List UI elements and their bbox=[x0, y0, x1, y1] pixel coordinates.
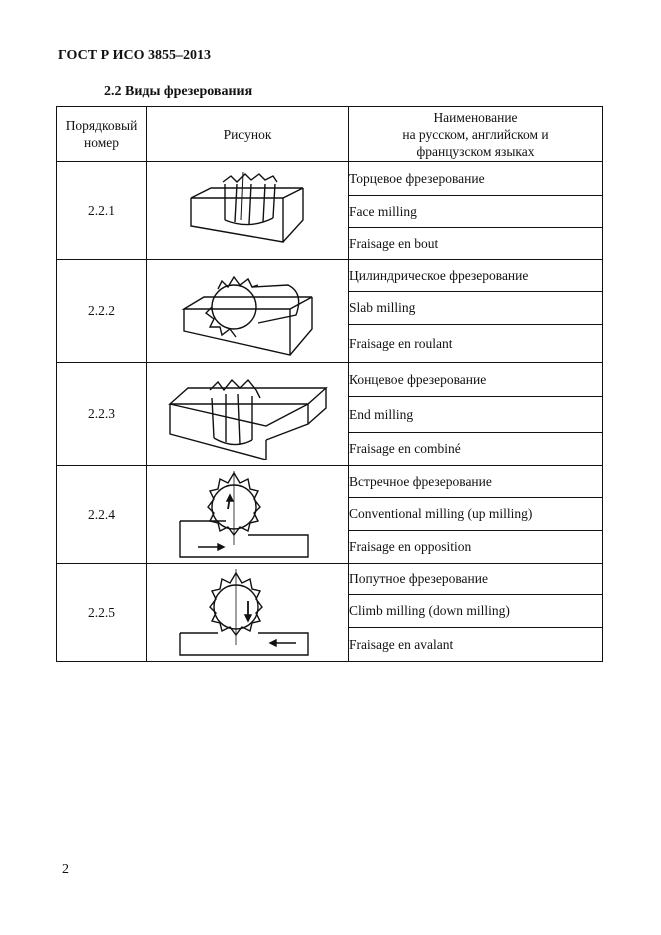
figure-cell bbox=[147, 363, 349, 466]
name-english: End milling bbox=[349, 397, 603, 433]
name-english: Climb milling (down milling) bbox=[349, 595, 603, 628]
header-figure: Рисунок bbox=[147, 107, 349, 162]
climb-milling-illustration bbox=[178, 567, 318, 659]
table-row bbox=[57, 466, 603, 498]
row-number: 2.2.5 bbox=[57, 564, 147, 662]
header-number-line: Порядковый bbox=[65, 118, 138, 133]
conventional-milling-illustration bbox=[178, 469, 318, 561]
header-number-line: номер bbox=[83, 135, 119, 150]
figure-cell bbox=[147, 564, 349, 662]
name-english: Face milling bbox=[349, 196, 603, 228]
table-row bbox=[57, 363, 603, 397]
name-french: Fraisage en avalant bbox=[349, 628, 603, 662]
slab-milling-illustration bbox=[178, 265, 318, 357]
figure-cell bbox=[147, 260, 349, 363]
row-number: 2.2.3 bbox=[57, 363, 147, 466]
name-russian: Цилиндрическое фрезерование bbox=[349, 260, 603, 292]
table-header-row bbox=[57, 107, 603, 162]
name-french: Fraisage en opposition bbox=[349, 531, 603, 564]
end-milling-illustration bbox=[166, 368, 330, 460]
row-number: 2.2.1 bbox=[57, 162, 147, 260]
header-name-line: на русском, английском и bbox=[402, 126, 549, 142]
header-name-line: Наименование bbox=[433, 109, 518, 125]
milling-types-table bbox=[56, 106, 603, 662]
row-number: 2.2.4 bbox=[57, 466, 147, 564]
document-header: ГОСТ Р ИСО 3855–2013 bbox=[58, 48, 212, 63]
table-row bbox=[57, 162, 603, 196]
name-english: Slab milling bbox=[349, 292, 603, 325]
name-french: Fraisage en combiné bbox=[349, 433, 603, 466]
name-russian: Попутное фрезерование bbox=[349, 564, 603, 595]
figure-cell bbox=[147, 162, 349, 260]
figure-cell bbox=[147, 466, 349, 564]
section-title: 2.2 Виды фрезерования bbox=[104, 84, 253, 99]
table-row bbox=[57, 564, 603, 595]
page-number: 2 bbox=[62, 862, 69, 877]
name-english: Conventional milling (up milling) bbox=[349, 498, 603, 531]
row-number: 2.2.2 bbox=[57, 260, 147, 363]
table-row bbox=[57, 260, 603, 292]
header-name-line: французском языках bbox=[416, 143, 535, 159]
face-milling-illustration bbox=[183, 168, 313, 254]
name-russian: Концевое фрезерование bbox=[349, 363, 603, 397]
name-french: Fraisage en bout bbox=[349, 228, 603, 260]
name-russian: Встречное фрезерование bbox=[349, 466, 603, 498]
header-name bbox=[349, 107, 603, 162]
name-french: Fraisage en roulant bbox=[349, 325, 603, 363]
header-number bbox=[57, 107, 147, 162]
name-russian: Торцевое фрезерование bbox=[349, 162, 603, 196]
